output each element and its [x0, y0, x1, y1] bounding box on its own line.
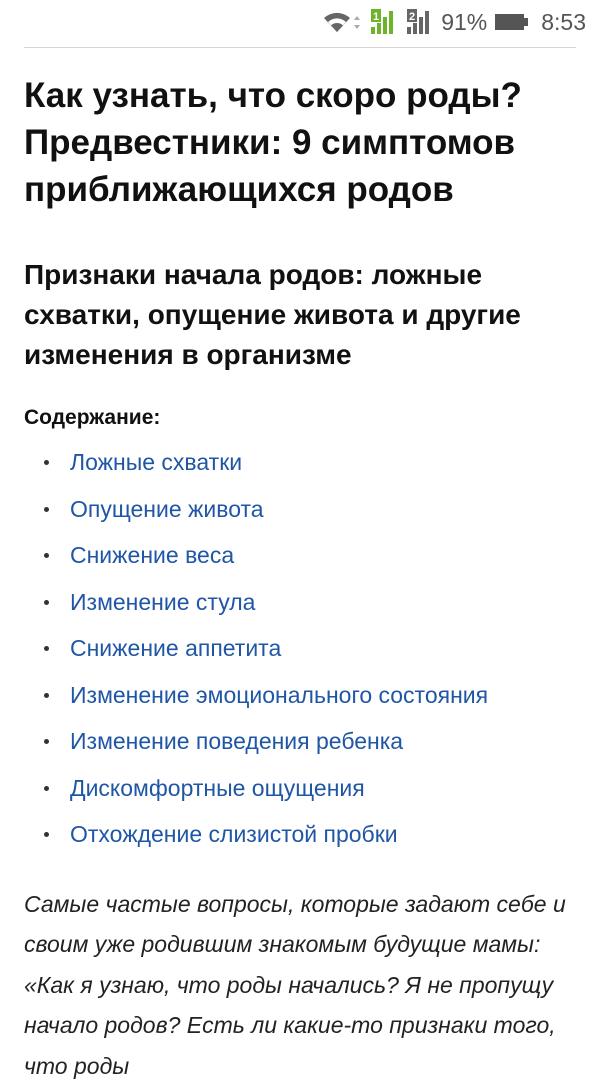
- toc-item: [24, 579, 576, 626]
- bullet-icon: [44, 600, 49, 605]
- toc-item: [24, 672, 576, 719]
- clock: 8:53: [541, 9, 586, 36]
- article-intro: Самые частые вопросы, которые задают себе и своим уже родившим знакомым будущие мамы: «Как я узнаю, что роды начались? Я не пропущу начало родов? Есть ли какие-то признаки того, что роды: [24, 884, 576, 1086]
- toc-item: [24, 811, 576, 858]
- toc-link-belly-drop[interactable]: Опущение живота: [70, 496, 264, 522]
- toc-heading: Содержание:: [24, 405, 576, 431]
- sim1-label: 1: [373, 11, 379, 23]
- bullet-icon: [44, 786, 49, 791]
- toc-link-discomfort[interactable]: Дискомфортные ощущения: [70, 775, 365, 801]
- toc-link-weight-loss[interactable]: Снижение веса: [70, 542, 234, 568]
- toc-item: [24, 486, 576, 533]
- bullet-icon: [44, 739, 49, 744]
- toc-item: [24, 765, 576, 812]
- article-title: Как узнать, что скоро роды? Предвестники: 9 симптомов приближающихся родов: [24, 72, 576, 213]
- article: [24, 72, 576, 1086]
- toc-item: [24, 532, 576, 579]
- toc-link-baby-behavior[interactable]: Изменение поведения ребенка: [70, 728, 403, 754]
- toc-link-mucus-plug[interactable]: Отхождение слизистой пробки: [70, 821, 398, 847]
- toc-link-stool-change[interactable]: Изменение стула: [70, 589, 255, 615]
- toc-link-appetite[interactable]: Снижение аппетита: [70, 635, 281, 661]
- sim2-label: 2: [409, 11, 415, 23]
- toc-item: [24, 718, 576, 765]
- sim1-signal-icon: [369, 9, 397, 35]
- battery-icon: [495, 12, 529, 32]
- top-divider: [24, 47, 576, 48]
- toc-link-false-contractions[interactable]: Ложные схватки: [70, 449, 242, 475]
- status-bar: [0, 0, 600, 44]
- bullet-icon: [44, 832, 49, 837]
- bullet-icon: [44, 460, 49, 465]
- toc-item: [24, 625, 576, 672]
- bullet-icon: [44, 693, 49, 698]
- toc-item: [24, 439, 576, 486]
- bullet-icon: [44, 553, 49, 558]
- bullet-icon: [44, 507, 49, 512]
- table-of-contents: [24, 439, 576, 858]
- battery-percent: 91%: [441, 9, 487, 36]
- toc-link-emotional-state[interactable]: Изменение эмоционального состояния: [70, 682, 488, 708]
- wifi-icon: [322, 10, 361, 34]
- bullet-icon: [44, 646, 49, 651]
- sim2-signal-icon: [405, 9, 433, 35]
- article-subtitle: Признаки начала родов: ложные схватки, опущение живота и другие изменения в организме: [24, 255, 576, 375]
